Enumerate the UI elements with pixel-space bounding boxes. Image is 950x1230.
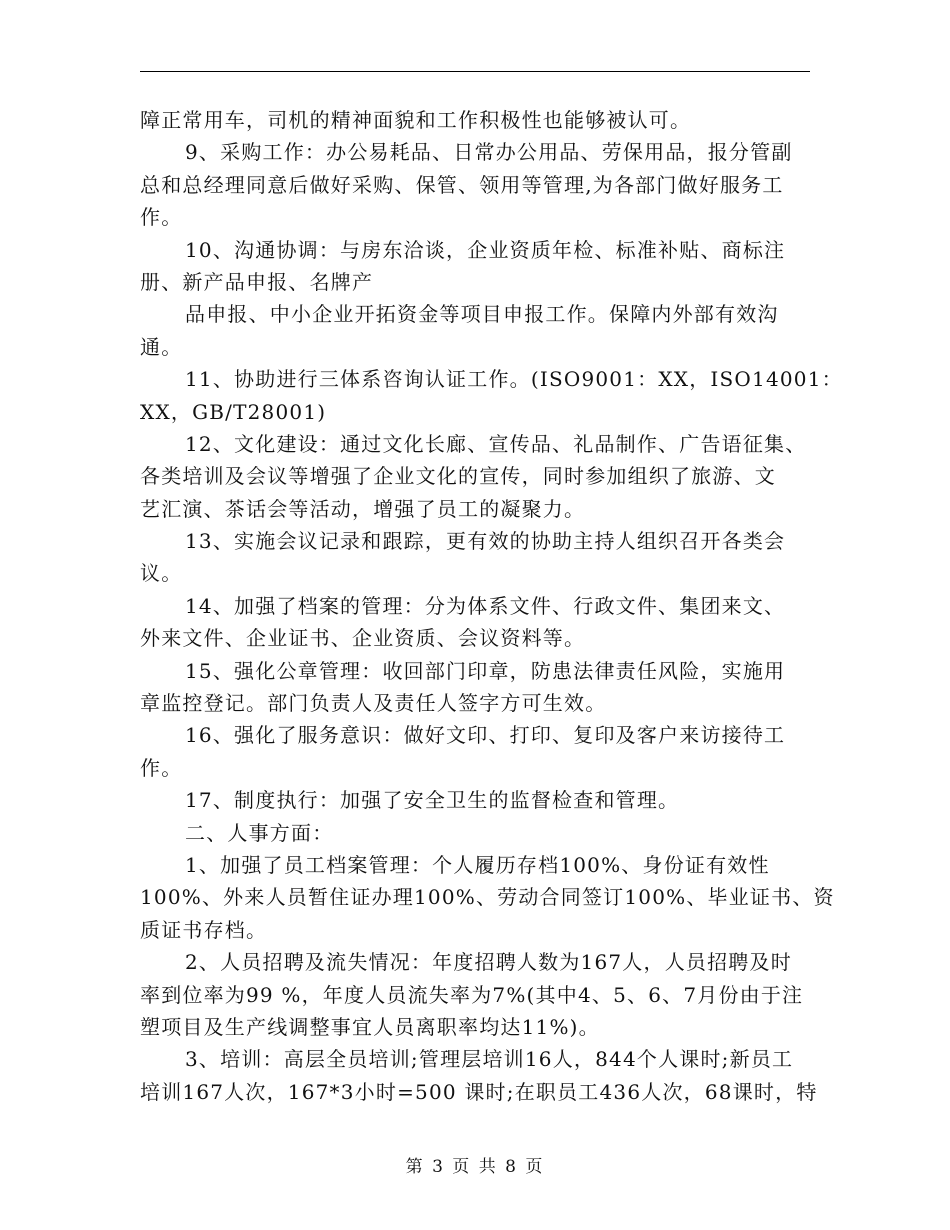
header-rule (140, 71, 810, 72)
text-line: 100%、外来人员暂住证办理100%、劳动合同签订100%、毕业证书、资 (140, 885, 835, 910)
section-heading: 二、人事方面： (185, 820, 334, 845)
text-line: 11、协助进行三体系咨询认证工作。(ISO9001：XX，ISO14001： (185, 367, 843, 392)
page-number-footer: 第 3 页 共 8 页 (405, 1157, 545, 1177)
text-line: 12、文化建设：通过文化长廊、宣传品、礼品制作、广告语征集、 (185, 431, 807, 456)
text-line: 章监控登记。部门负责人及责任人签字方可生效。 (140, 691, 607, 716)
text-line: 率到位率为99 %，年度人员流失率为7%(其中4、5、6、7月份由于注 (140, 982, 804, 1007)
text-line: 作。 (140, 205, 183, 230)
text-line: 质证书存档。 (140, 917, 268, 942)
text-line: XX，GB/T28001) (140, 399, 327, 424)
text-line: 品申报、中小企业开拓资金等项目申报工作。保障内外部有效沟 (185, 302, 779, 327)
document-body (140, 104, 843, 1108)
text-line: 作。 (140, 755, 183, 780)
text-line: 各类培训及会议等增强了企业文化的宣传，同时参加组织了旅游、文 (140, 464, 776, 489)
text-line: 外来文件、企业证书、企业资质、会议资料等。 (140, 626, 586, 651)
text-line: 培训167人次，167*3小时=500 课时;在职员工436人次，68课时，特 (140, 1079, 818, 1104)
text-line: 总和总经理同意后做好采购、保管、领用等管理,为各部门做好服务工 (140, 172, 784, 197)
text-line: 2、人员招聘及流失情况：年度招聘人数为167人，人员招聘及时 (185, 950, 792, 975)
text-line: 塑项目及生产线调整事宜人员离职率均达11%)。 (140, 1014, 600, 1039)
text-line: 议。 (140, 561, 183, 586)
text-line: 15、强化公章管理：收回部门印章，防患法律责任风险，实施用 (185, 658, 786, 683)
text-line: 障正常用车，司机的精神面貌和工作积极性也能够被认可。 (140, 108, 692, 132)
text-line: 1、加强了员工档案管理：个人履历存档100%、身份证有效性 (185, 852, 770, 877)
text-line: 10、沟通协调：与房东洽谈，企业资质年检、标准补贴、商标注 (185, 237, 786, 262)
text-line: 册、新产品申报、名牌产 (140, 269, 374, 294)
text-line: 17、制度执行：加强了安全卫生的监督检查和管理。 (185, 788, 680, 813)
text-line: 艺汇演、茶话会等活动，增强了员工的凝聚力。 (140, 496, 586, 521)
text-line: 13、实施会议记录和跟踪，更有效的协助主持人组织召开各类会 (185, 529, 786, 554)
text-line: 16、强化了服务意识：做好文印、打印、复印及客户来访接待工 (185, 723, 786, 748)
text-line: 3、培训：高层全员培训;管理层培训16人，844个人课时;新员工 (185, 1047, 794, 1072)
text-line: 14、加强了档案的管理：分为体系文件、行政文件、集团来文、 (185, 593, 786, 618)
text-line: 通。 (140, 334, 183, 359)
text-line: 9、采购工作：办公易耗品、日常办公用品、劳保用品，报分管副 (185, 140, 793, 165)
